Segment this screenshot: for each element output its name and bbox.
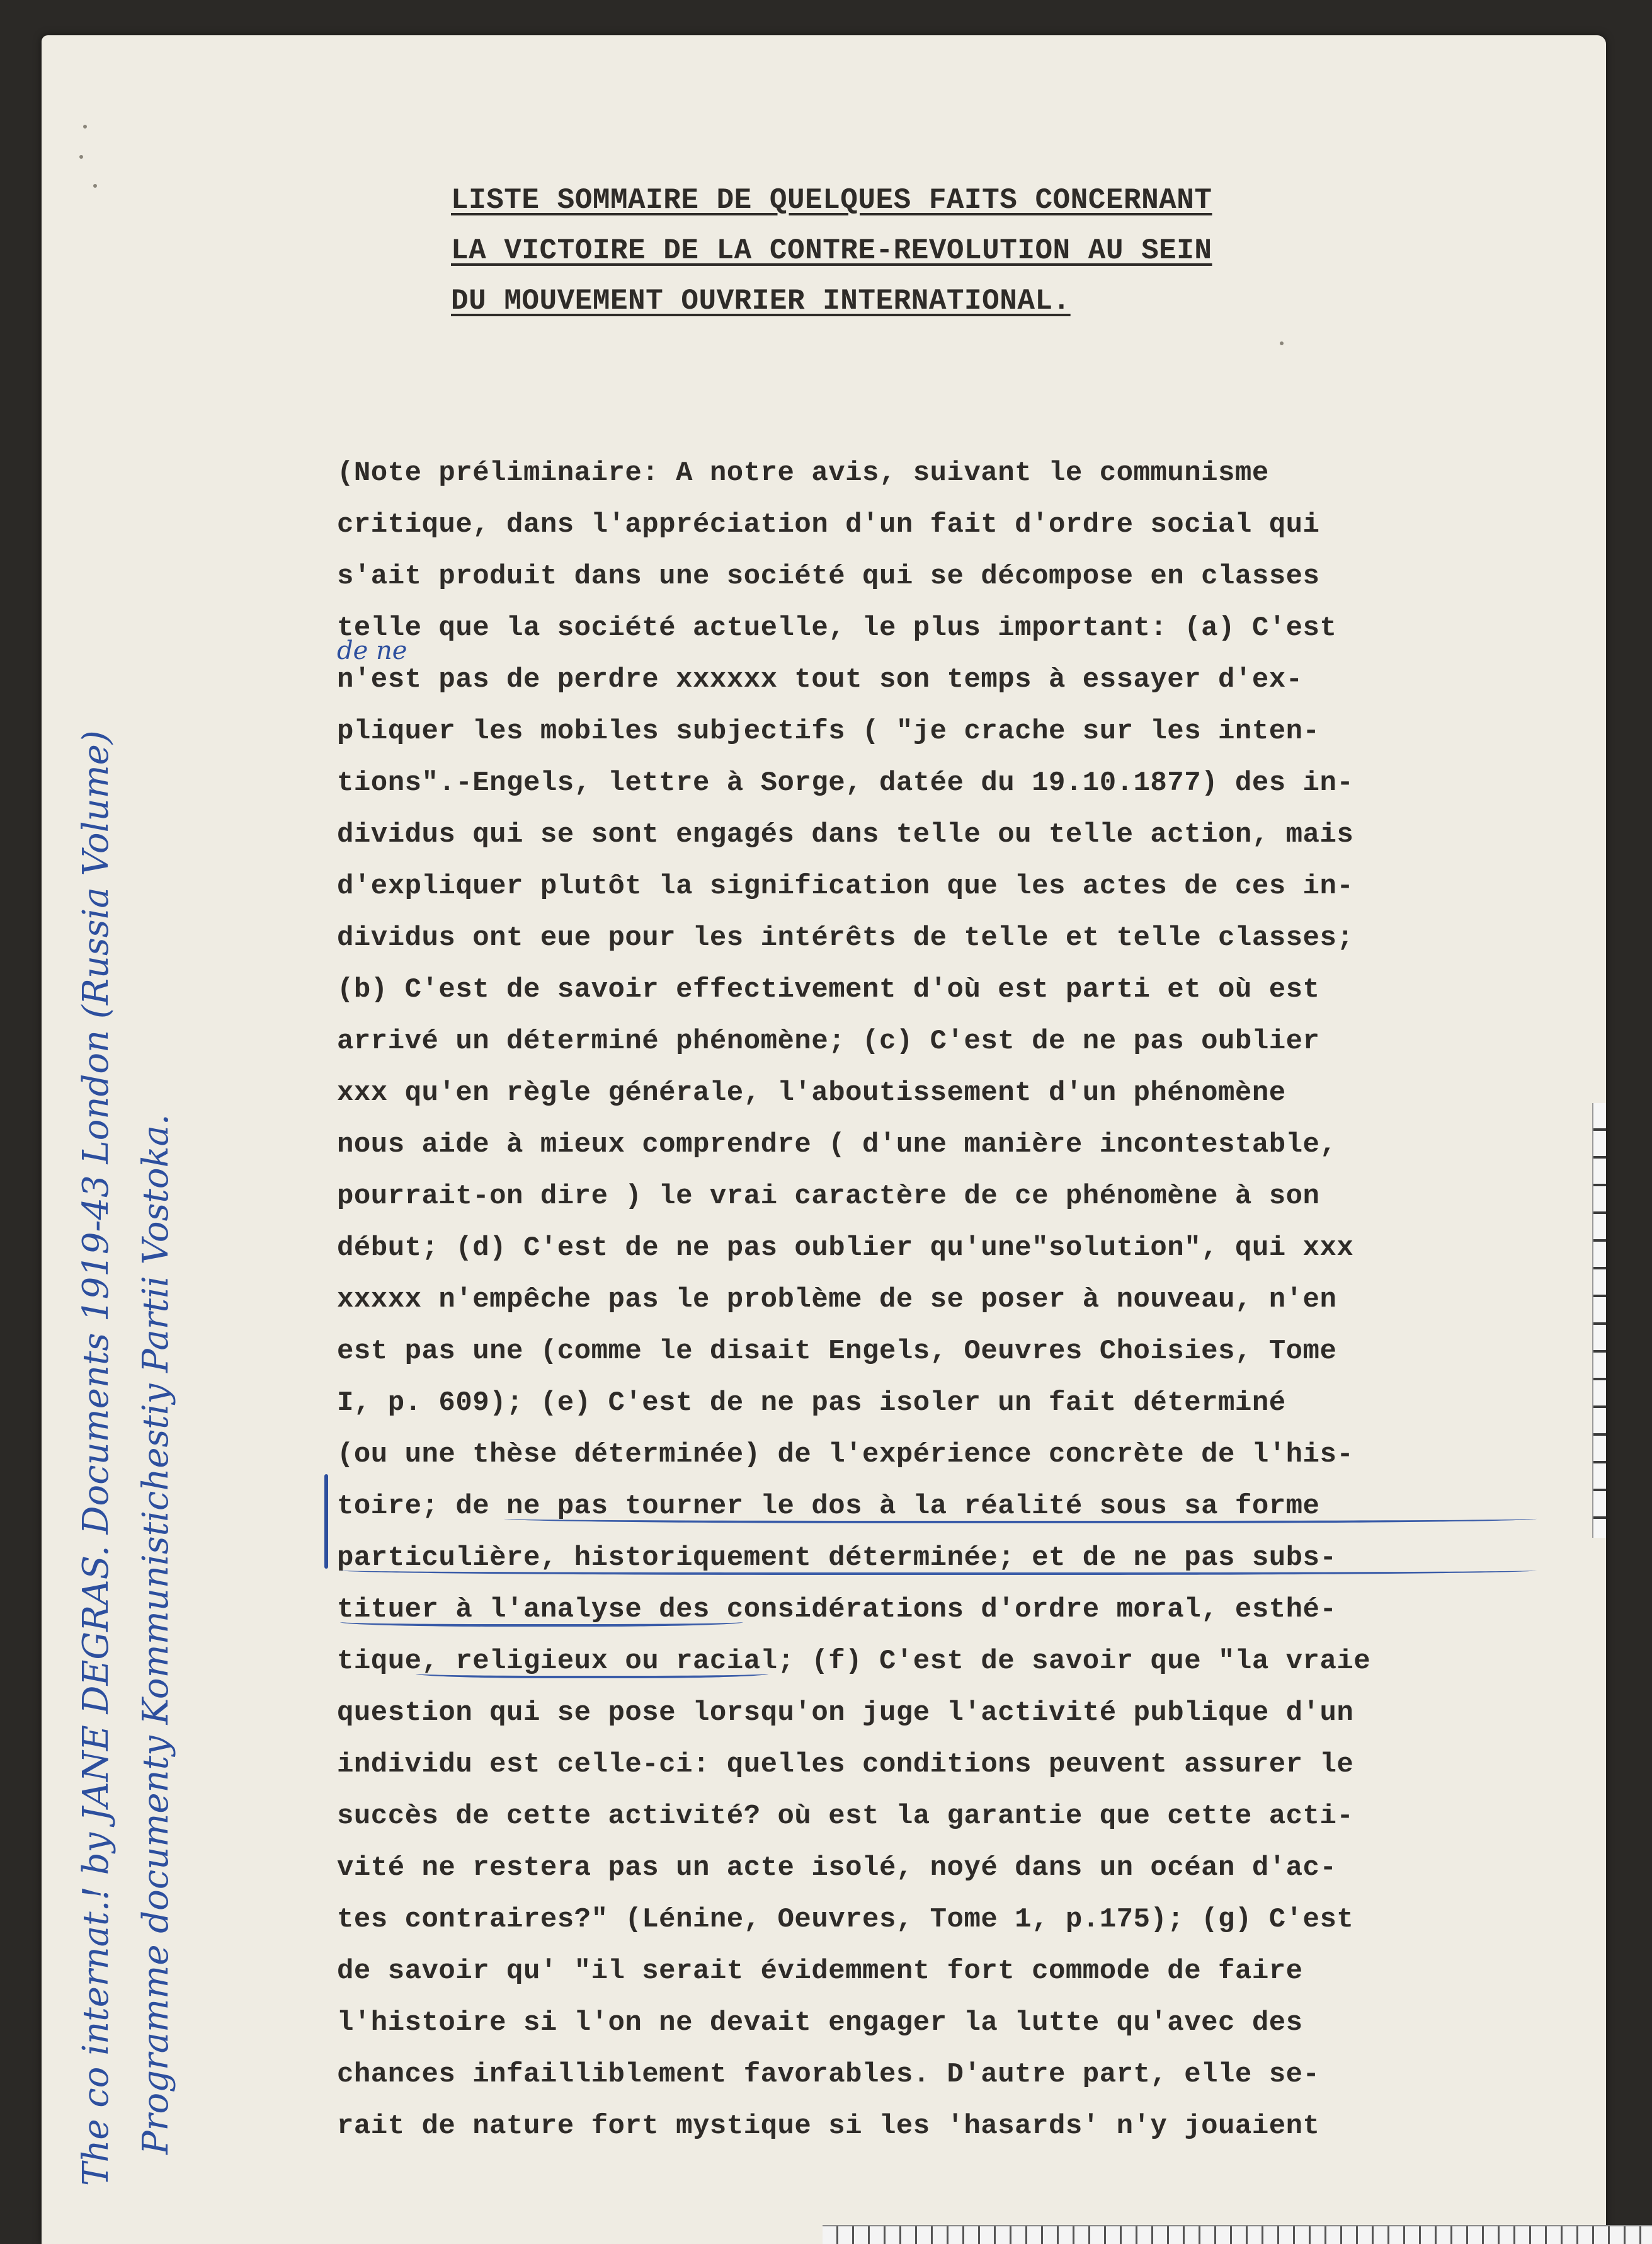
document-title-line-3: DU MOUVEMENT OUVRIER INTERNATIONAL. [451, 285, 1071, 318]
margin-mark [324, 1474, 328, 1569]
body-line: toire; de ne pas tourner le dos à la réalité sous sa forme [337, 1491, 1320, 1522]
body-line: (Note préliminaire: A notre avis, suivant le communisme [337, 457, 1269, 489]
body-line: xxxxx n'empêche pas le problème de se poser à nouveau, n'en [337, 1284, 1337, 1315]
body-line: tique, religieux ou racial; (f) C'est de savoir que "la vraie [337, 1646, 1371, 1677]
body-line: (ou une thèse déterminée) de l'expérience concrète de l'his- [337, 1439, 1354, 1470]
body-line: arrivé un déterminé phénomène; (c) C'est de ne pas oublier [337, 1026, 1320, 1057]
handwritten-insert: de ne [337, 636, 407, 665]
body-line: pliquer les mobiles subjectifs ( "je crache sur les inten- [337, 716, 1320, 747]
body-line: chances infailliblement favorables. D'autre part, elle se- [337, 2059, 1320, 2090]
scale-ruler-right [1592, 1103, 1606, 1538]
margin-note-2: Programme documenty Kommunistichestiy Partii Vostoka. [135, 1114, 176, 2155]
handwritten-underline [504, 1512, 1537, 1523]
body-line: pourrait-on dire ) le vrai caractère de ce phénomène à son [337, 1181, 1320, 1212]
body-line: individu est celle-ci: quelles conditions peuvent assurer le [337, 1749, 1354, 1780]
body-line: succès de cette activité? où est la garantie que cette acti- [337, 1800, 1354, 1832]
body-line: n'est pas de perdre xxxxxx tout son temps à essayer d'ex- [337, 664, 1303, 696]
body-line: est pas une (comme le disait Engels, Oeuvres Choisies, Tome [337, 1336, 1337, 1367]
handwritten-underline [416, 1667, 768, 1678]
body-line: (b) C'est de savoir effectivement d'où est parti et où est [337, 974, 1320, 1005]
body-line: question qui se pose lorsqu'on juge l'activité publique d'un [337, 1697, 1354, 1729]
body-line: tions".-Engels, lettre à Sorge, datée du 19.10.1877) des in- [337, 767, 1354, 799]
body-line: telle que la société actuelle, le plus important: (a) C'est [337, 612, 1337, 644]
body-line: vité ne restera pas un acte isolé, noyé dans un océan d'ac- [337, 1852, 1337, 1884]
body-line: début; (d) C'est de ne pas oublier qu'une"solution", qui xxx [337, 1232, 1354, 1264]
body-line: tes contraires?" (Lénine, Oeuvres, Tome 1, p.175); (g) C'est [337, 1904, 1354, 1935]
body-line: l'histoire si l'on ne devait engager la lutte qu'avec des [337, 2007, 1303, 2039]
body-line: I, p. 609); (e) C'est de ne pas isoler un fait déterminé [337, 1387, 1286, 1419]
body-line: nous aide à mieux comprendre ( d'une manière incontestable, [337, 1129, 1337, 1160]
scale-ruler-bottom [823, 2225, 1652, 2244]
body-line: tituer à l'analyse des considérations d'ordre moral, esthé- [337, 1594, 1337, 1625]
handwritten-underline [340, 1564, 1537, 1575]
body-line: xxx qu'en règle générale, l'aboutissement d'un phénomène [337, 1077, 1286, 1109]
paper-speck [79, 155, 83, 159]
body-line: dividus qui se sont engagés dans telle ou telle action, mais [337, 819, 1354, 850]
handwritten-underline [340, 1615, 743, 1627]
body-line: rait de nature fort mystique si les 'hasards' n'y jouaient [337, 2110, 1320, 2142]
paper-speck [1280, 341, 1284, 345]
body-line: s'ait produit dans une société qui se décompose en classes [337, 561, 1320, 592]
body-line: dividus ont eue pour les intérêts de telle et telle classes; [337, 922, 1354, 954]
body-line: particulière, historiquement déterminée; et de ne pas subs- [337, 1542, 1337, 1574]
document-title-line-2: LA VICTOIRE DE LA CONTRE-REVOLUTION AU SEIN [451, 234, 1212, 267]
body-line: de savoir qu' "il serait évidemment fort commode de faire [337, 1955, 1303, 1987]
document-title-line-1: LISTE SOMMAIRE DE QUELQUES FAITS CONCERNANT [451, 184, 1212, 217]
margin-note-1: The co internat.! by JANE DEGRAS. Documents 1919-43 London (Russia Volume) [76, 730, 117, 2186]
paper-speck [83, 125, 87, 129]
body-line: critique, dans l'appréciation d'un fait d'ordre social qui [337, 509, 1320, 541]
body-line: d'expliquer plutôt la signification que les actes de ces in- [337, 871, 1354, 902]
paper-speck [93, 184, 97, 188]
